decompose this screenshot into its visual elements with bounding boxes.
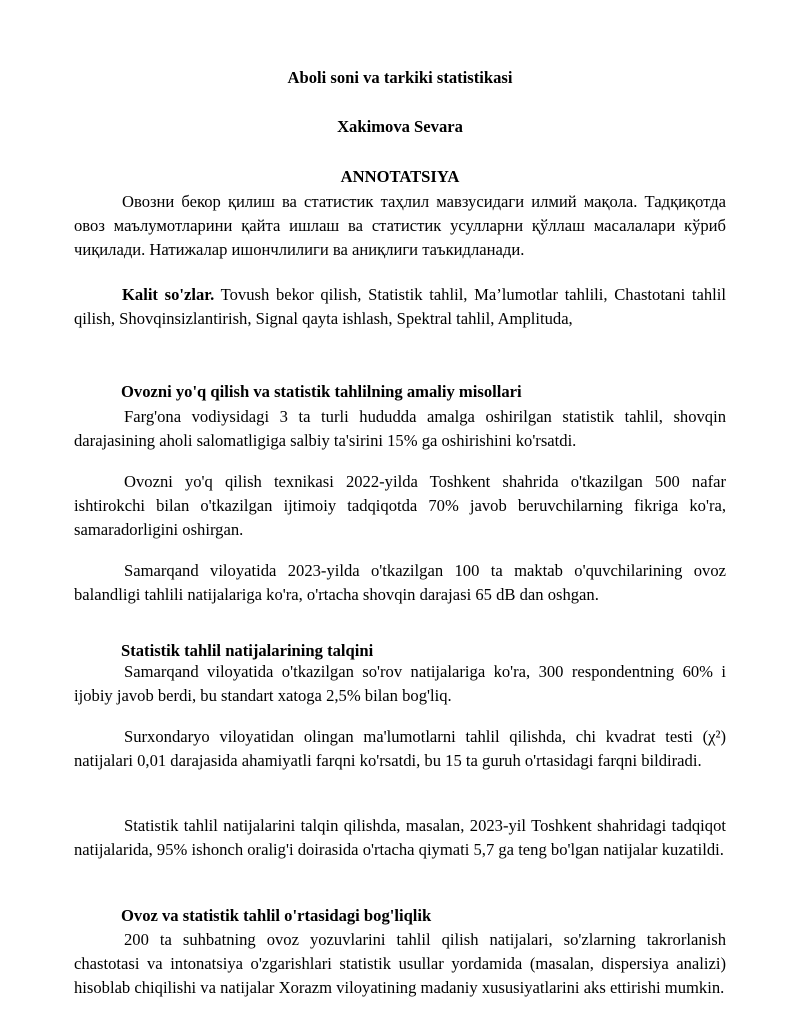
section-paragraph: Samarqand viloyatida o'tkazilgan so'rov natijalariga ko'ra, 300 respondentning 60% i ijobiy javob berdi, bu standart xatoga 2,5% bilan bog'liq.: [74, 662, 726, 705]
section-paragraph: Statistik tahlil natijalarini talqin qilishda, masalan, 2023-yil Toshkent shahridagi tadqiqot natijalarida, 95% ishonch oralig'i doirasida o'rtacha qiymati 5,7 ga teng bo'lgan natijalar kuzatildi.: [74, 816, 726, 859]
section-heading: Ovozni yo'q qilish va statistik tahlilning amaliy misollari: [121, 382, 522, 401]
section-heading: Ovoz va statistik tahlil o'rtasidagi bog'liqlik: [121, 906, 432, 925]
section-paragraph: Surxondaryo viloyatidan olingan ma'lumotlarni tahlil qilishda, chi kvadrat testi (χ²) natijalari 0,01 darajasida ahamiyatli farqni ko'rsatdi, bu 15 ta guruh o'rtasidagi farqni bildiradi.: [74, 727, 726, 770]
section-paragraph: 200 ta suhbatning ovoz yozuvlarini tahlil qilish natijalari, so'zlarning takrorlanish chastotasi va intonatsiya o'zgarishlari statistik usullar yordamida (masalan, dispersiya analizi) hisoblab chiqilishi va natijalar Xorazm viloyatining madaniy xususiyatlarini aks ettirishi mumkin.: [74, 930, 726, 997]
section-paragraph: Samarqand viloyatida 2023-yilda o'tkazilgan 100 ta maktab o'quvchilarining ovoz balandligi tahlili natijalariga ko'ra, o'rtacha shovqin darajasi 65 dB dan oshgan.: [74, 561, 726, 604]
abstract-text: Овозни бекор қилиш ва статистик таҳлил мавзусидаги илмий мақола. Тадқиқотда овоз маълумотларини қайта ишлаш ва статистик усулларни қўллаш масалалари кўриб чиқилади. Натижалар ишончлилиги ва аниқлиги таъкидланади.: [74, 192, 726, 259]
keywords-label: Kalit so'zlar.: [122, 285, 215, 304]
section-paragraph: Ovozni yo'q qilish texnikasi 2022-yilda Toshkent shahrida o'tkazilgan 500 nafar ishtirokchi bilan o'tkazilgan ijtimoiy tadqiqotda 70% javob beruvchilarning fikriga ko'ra, samaradorligini oshirgan.: [74, 472, 726, 539]
author-name: Xakimova Sevara: [337, 117, 463, 136]
section-paragraph: Farg'ona vodiysidagi 3 ta turli hududda amalga oshirilgan statistik tahlil, shovqin darajasining aholi salomatligiga salbiy ta'sirini 15% ga oshirishini ko'rsatdi.: [74, 407, 726, 450]
abstract-heading: ANNOTATSIYA: [340, 167, 460, 186]
keywords-paragraph: [74, 283, 726, 331]
keywords-text: Tovush bekor qilish, Statistik tahlil, Ma’lumotlar tahlili, Chastotani tahlil qilish, Shovqinsizlantirish, Signal qayta ishlash, Spektral tahlil, Amplituda,: [74, 285, 726, 328]
section-heading: Statistik tahlil natijalarining talqini: [121, 641, 374, 660]
paper-title: Aboli soni va tarkiki statistikasi: [287, 68, 513, 87]
